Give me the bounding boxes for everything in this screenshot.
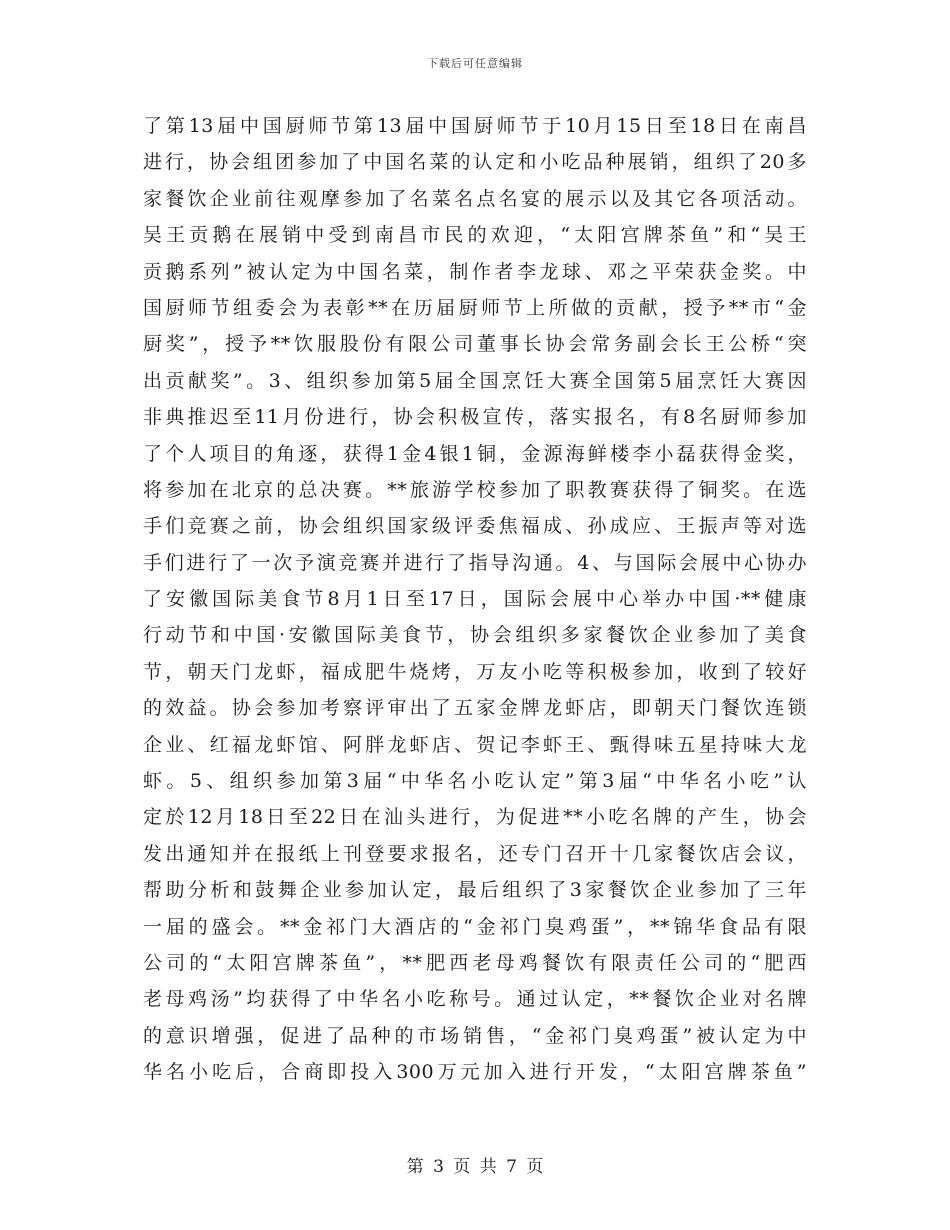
text-line: 手们竞赛之前，协会组织国家级评委焦福成、孙成应、王振声等对选 [143,515,807,538]
text-line: 厨奖”，授予**饮服股份有限公司董事长协会常务副会长王公桥“突 [143,333,807,356]
body-text [143,108,807,1091]
header-note: 下载后可任意编辑 [427,57,523,70]
text-line: 行动节和中国·安徽国际美食节，协会组织多家餐饮企业参加了美食 [143,624,807,647]
text-line: 了个人项目的角逐，获得1金4银1铜，金源海鲜楼李小磊获得金奖， [143,442,807,465]
text-line: 的效益。协会参加考察评审出了五家金牌龙虾店，即朝天门餐饮连锁 [143,697,807,720]
text-line: 一届的盛会。**金祁门大酒店的“金祁门臭鸡蛋”，**锦华食品有限 [143,915,807,938]
text-line: 将参加在北京的总决赛。**旅游学校参加了职教赛获得了铜奖。在选 [143,478,807,501]
text-line: 手们进行了一次予演竞赛并进行了指导沟通。4、与国际会展中心协办 [143,551,807,574]
text-line: 帮助分析和鼓舞企业参加认定，最后组织了3家餐饮企业参加了三年 [143,879,807,902]
text-line: 虾。5、组织参加第3届“中华名小吃认定”第3届“中华名小吃”认 [143,770,807,793]
text-line: 国厨师节组委会为表彰**在历届厨师节上所做的贡献，授予**市“金 [143,296,807,319]
text-line: 贡鹅系列”被认定为中国名菜，制作者李龙球、邓之平荣获金奖。中 [143,260,807,283]
text-line: 发出通知并在报纸上刊登要求报名，还专门召开十几家餐饮店会议， [143,842,807,865]
text-line: 家餐饮企业前往观摩参加了名菜名点名宴的展示以及其它各项活动。 [143,187,807,210]
text-line: 老母鸡汤”均获得了中华名小吃称号。通过认定，**餐饮企业对名牌 [143,988,807,1011]
text-line: 进行，协会组团参加了中国名菜的认定和小吃品种展销，组织了20多 [143,151,807,174]
text-line: 出贡献奖”。3、组织参加第5届全国烹饪大赛全国第5届烹饪大赛因 [143,369,807,392]
text-line: 公司的“太阳宫牌茶鱼”，**肥西老母鸡餐饮有限责任公司的“肥西 [143,951,807,974]
text-line: 吴王贡鹅在展销中受到南昌市民的欢迎，“太阳宫牌茶鱼”和“吴王 [143,224,807,247]
text-line: 非典推迟至11月份进行，协会积极宣传，落实报名，有8名厨师参加 [143,406,807,429]
text-line: 华名小吃后，合商即投入300万元加入进行开发，“太阳宫牌茶鱼” [143,1061,807,1084]
text-line: 企业、红福龙虾馆、阿胖龙虾店、贺记李虾王、甄得味五星持味大龙 [143,733,807,756]
text-line: 了安徽国际美食节8月1日至17日，国际会展中心举办中国·**健康 [143,588,807,611]
text-line: 了第13届中国厨师节第13届中国厨师节于10月15日至18日在南昌 [143,115,807,137]
text-line: 定於12月18日至22日在汕头进行，为促进**小吃名牌的产生，协会 [143,806,807,829]
text-line: 的意识增强，促进了品种的市场销售，“金祁门臭鸡蛋”被认定为中 [143,1024,807,1047]
page-number: 第 3 页 共 7 页 [406,1157,544,1177]
text-line: 节，朝天门龙虾，福成肥牛烧烤，万友小吃等积极参加，收到了较好 [143,660,807,683]
